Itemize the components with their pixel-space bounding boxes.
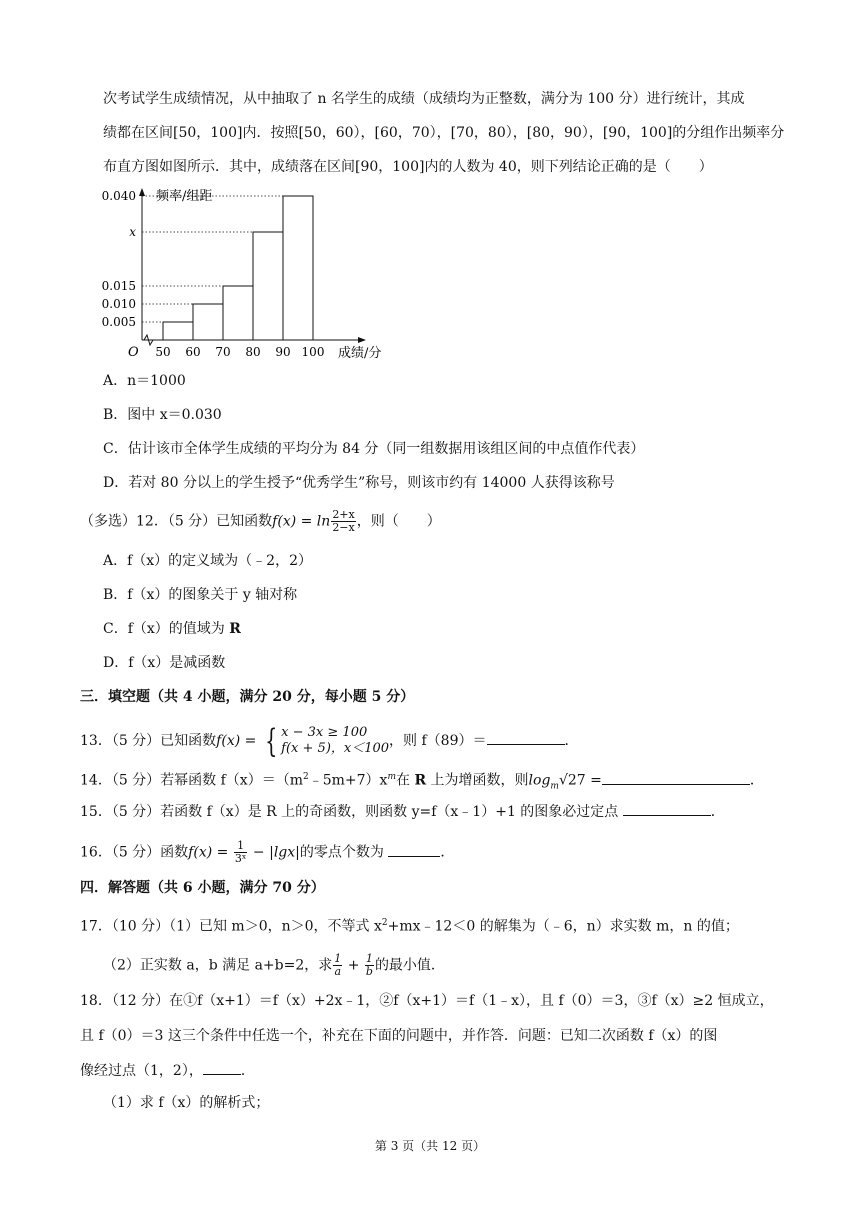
q13-cases [281, 725, 389, 757]
y-tick-label: 0.010 [101, 297, 136, 311]
q12-option-c [103, 619, 241, 639]
q11-option-c: C．估计该市全体学生成绩的平均分为 84 分（同一组数据用该组区间的中点值作代表） [103, 441, 645, 457]
q14-answer-blank [602, 770, 750, 785]
q16-tail: − |lgx| [248, 844, 300, 861]
q11-option-a: A．n＝1000 [103, 373, 186, 389]
q13-prefix: 13．（5 分）已知函数 [80, 733, 217, 749]
q15-text: 15．（5 分）若函数 f（x）是 R 上的奇函数，则函数 y=f（x﹣1）+1 的图象必过定点 [80, 804, 619, 820]
q11-option-b: B．图中 x＝0.030 [103, 407, 222, 423]
q12-option-d: D．f（x）是减函数 [103, 655, 226, 671]
q18-line3-text: 像经过点（1，2）， [80, 1063, 203, 1079]
q17-line2-post: 的最小值． [374, 957, 445, 974]
q11-stem-line1: 次考试学生成绩情况，从中抽取了 n 名学生的成绩（成绩均为正整数，满分为 100 分）进行统计，其成 [103, 91, 745, 107]
y-tick-label: x [129, 225, 136, 239]
histogram-bar [163, 322, 193, 340]
q17-numerator-a: 1 [334, 952, 342, 965]
q17-line2-pre: （2）正实数 a，b 满足 a+b=2，求 [103, 957, 333, 974]
q17-fraction-b [365, 953, 374, 978]
histogram-bar [253, 232, 283, 340]
q12-stem [80, 509, 441, 534]
q16-numerator: 1 [234, 840, 248, 853]
q18-line4: （1）求 f（x）的解析式； [103, 1095, 270, 1111]
q12-prefix: （多选）12．（5 分）已知函数 [80, 513, 273, 530]
x-tick-label: 50 [155, 345, 171, 359]
q14-mid: ﹣5m+7）x [308, 772, 388, 789]
q16-fraction [234, 840, 248, 865]
page-footer: 第 3 页（共 12 页） [374, 1139, 486, 1153]
q17-fraction-a [333, 953, 342, 978]
q16-stem: 16．（5 分）函数f(x) = $\frac{1}{\text{3ˣ}}$ − |lgx|的零点个数为 ． [80, 839, 455, 865]
q17-numerator-b: 1 [365, 952, 373, 965]
q16-function: f(x) = [188, 844, 233, 861]
q13-answer-blank [487, 730, 565, 745]
section-3-heading: 三．填空题（共 4 小题，满分 20 分，每小题 5 分） [80, 689, 415, 705]
q12-suffix: ，则（ ） [356, 513, 441, 530]
q11-stem-line2: 绩都在区间[50，100]内．按照[50，60），[60，70），[70，80），[80，90），[90，100]的分组作出频率分 [103, 125, 785, 141]
y-tick-label: 0.015 [101, 279, 136, 293]
x-tick-label: 100 [301, 345, 325, 359]
q15-answer-blank [623, 801, 711, 816]
x-tick-label: 70 [215, 345, 231, 359]
q16-suffix: 的零点个数为 [299, 844, 384, 861]
q14-mid2: 在 [395, 772, 415, 789]
q15-stem: 15．（5 分）若函数 f（x）是 R 上的奇函数，则函数 y=f（x﹣1）+1 的图象必过定点 ． [80, 801, 725, 822]
frequency-histogram [90, 182, 410, 362]
q14-stem: 14．（5 分）若幂函数 $f(x)=(m^2﹣5m+7)x^m$在 R 上为增函数，则$\log_m√27$ = ． [80, 767, 764, 796]
section-4-heading: 四．解答题（共 6 小题，满分 70 分） [80, 880, 325, 896]
q13-function: f(x) = [216, 733, 261, 749]
q12-numerator: 2+x [332, 508, 355, 521]
q18-line2: 且 f（0）＝3 这三个条件中任选一个，补充在下面的问题中，并作答．问题：已知二次函数 f（x）的图 [80, 1028, 718, 1044]
q16-denominator: 3ˣ [234, 852, 247, 865]
q13-suffix: ，则 f（89）＝ [389, 733, 487, 749]
q18-line3: 像经过点（1，2）， ． [80, 1060, 255, 1081]
q14-mid3: 上为增函数，则 [426, 772, 529, 789]
y-tick-label: 0.005 [101, 315, 136, 329]
q14-sup-1: 2 [302, 772, 309, 782]
q13-brace: { [264, 722, 278, 760]
q13-stem: 13．（5 分）已知函数f(x) = { x − 3x ≥ 100 f(x + 5)，x＜100 ，则 f（89）＝ ． [80, 722, 579, 760]
q17-plus: + [343, 957, 364, 974]
x-tick-label: 90 [275, 345, 291, 359]
q17-line1-post: +mx﹣12＜0 的解集为（﹣6，n）求实数 m，n 的值； [387, 918, 739, 935]
q18-answer-blank [203, 1060, 241, 1075]
q17-denominator-a: a [334, 965, 342, 978]
histogram-bar [283, 196, 313, 340]
histogram-bar [193, 304, 223, 340]
q11-option-d: D．若对 80 分以上的学生授予“优秀学生”称号，则该市约有 14000 人获得该称号 [103, 475, 615, 491]
q18-line1: 18．（12 分）在①f（x+1）＝f（x）+2x﹣1，②f（x+1）＝f（1﹣x），且 f（0）＝3，③f（x）≥2 恒成立， [80, 993, 774, 1009]
histogram-bar [223, 286, 253, 340]
q12-option-c-text: C．f（x）的值域为 [103, 621, 230, 637]
q12-option-c-bold: R [229, 621, 241, 637]
q16-answer-blank [388, 842, 440, 857]
q12-denominator: 2−x [332, 521, 355, 534]
q12-fraction [331, 509, 355, 534]
origin-label: O [128, 345, 139, 360]
q17-line1-pre: 17．（10 分）（1）已知 m＞0，n＞0，不等式 x [80, 918, 382, 935]
q13-case-2: f(x + 5)，x＜100 [281, 741, 390, 756]
q11-stem-line3: 布直方图如图所示．其中，成绩落在区间[90，100]内的人数为 40，则下列结论正确的是（ ） [103, 159, 713, 175]
q12-option-a: A．f（x）的定义域为（﹣2，2） [103, 553, 313, 569]
x-tick-label: 60 [185, 345, 201, 359]
q14-prefix: 14．（5 分）若幂函数 f（x）＝（m [80, 772, 303, 789]
q14-bold-r: R [414, 772, 427, 789]
q17-line1 [80, 913, 739, 937]
q14-root: √27 = [558, 772, 602, 789]
q14-log: log [528, 772, 551, 789]
q12-option-b: B．f（x）的图象关于 y 轴对称 [103, 587, 298, 603]
x-axis-label: 成绩/分 [338, 346, 382, 361]
y-axis-label: 频率/组距 [156, 189, 213, 204]
y-tick-label: 0.040 [101, 189, 136, 203]
y-axis-arrow [139, 188, 145, 196]
q17-line2 [103, 953, 445, 978]
q17-sup: 2 [381, 918, 388, 928]
q13-case-1: x − 3x ≥ 100 [281, 725, 368, 740]
q16-prefix: 16．（5 分）函数 [80, 844, 189, 861]
x-axis-arrow [358, 337, 366, 343]
q14-sup-2: m [387, 772, 396, 782]
x-tick-label: 80 [245, 345, 261, 359]
q14-log-base: m [550, 781, 559, 792]
q17-denominator-b: b [365, 965, 373, 978]
q12-function: f(x) = ln [272, 513, 331, 530]
